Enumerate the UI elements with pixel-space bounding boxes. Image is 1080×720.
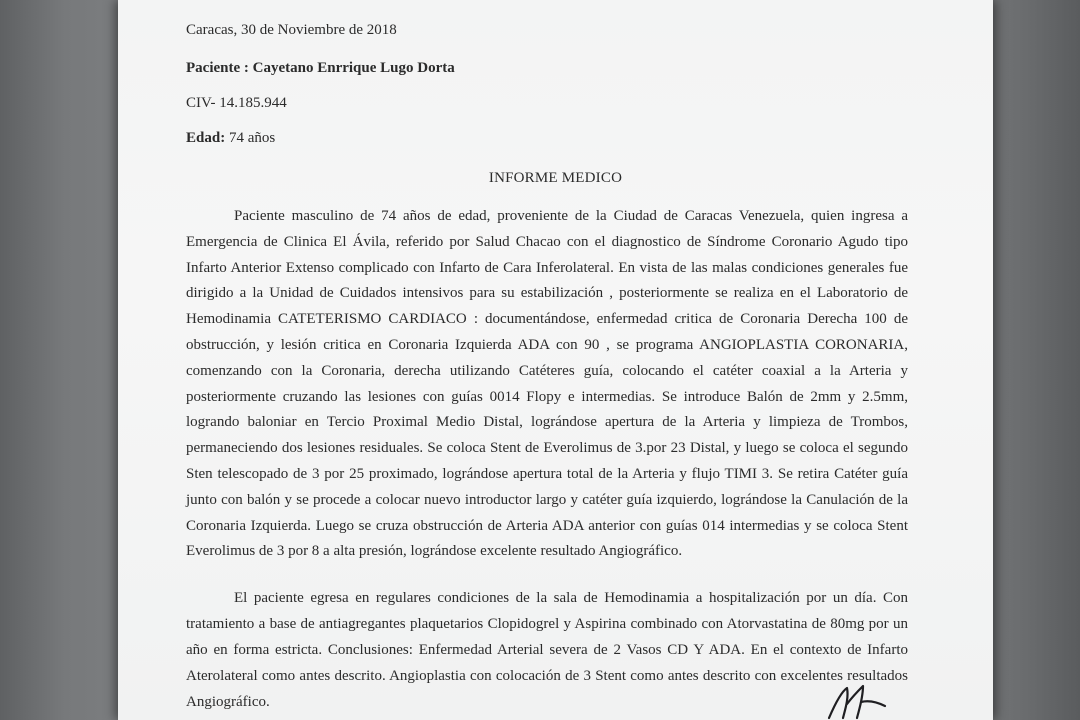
age-value: 74 años xyxy=(228,130,276,146)
age-label: Edad: xyxy=(186,130,226,146)
patient-name: Cayetano Enrrique Lugo Dorta xyxy=(252,60,455,76)
civ-number: CIV- 14.185.944 xyxy=(186,95,287,111)
patient-label: Paciente : xyxy=(186,60,249,76)
patient-line xyxy=(186,60,455,77)
age-line xyxy=(186,130,275,147)
report-paragraph-procedure: Paciente masculino de 74 años de edad, proveniente de la Ciudad de Caracas Venezuela, quien ingresa a Emergencia de Clinica El Ávila, referido por Salud Chacao con el diagnostico de Síndrome Coronario Agudo tipo Infarto Anterior Extenso complicado con Infarto de Cara Inferolateral. En vista de las malas condiciones generales fue dirigido a la Unidad de Cuidados intensivos para su estabilización , posteriormente se realiza en el Laboratorio de Hemodinamia CATETERISMO CARDIACO : documentándose, enfermedad critica de Coronaria Derecha 100 de obstrucción, y lesión critica en Coronaria Izquierda ADA con 90 , se programa ANGIOPLASTIA CORONARIA, comenzando con la Coronaria, derecha utilizando Catéteres guía, colocando el catéter coaxial a la Arteria y posteriormente cruzando las lesiones con guías 0014 Flopy e intermedias. Se introduce Balón de 2mm y 2.5mm, logrando baloniar en Tercio Proximal Medio Distal, lográndose apertura de la Arteria y limpieza de Trombos, permaneciendo dos lesiones residuales. Se coloca Stent de Everolimus de 3.por 23 Distal, y luego se coloca el segundo Sten telescopado de 3 por 25 proximado, lográndose apertura total de la Arteria y flujo TIMI 3. Se retira Catéter guía junto con balón y se procede a colocar nuevo introductor largo y catéter guía izquierdo, lográndose la Canulación de la Coronaria Izquierda. Luego se cruza obstrucción de Arteria ADA anterior con guías 014 intermedias y se coloca Stent Everolimus de 3 por 8 a alta presión, lográndose excelente resultado Angiográfico. xyxy=(186,208,908,560)
report-paragraph-conclusions: El paciente egresa en regulares condiciones de la sala de Hemodinamia a hospitalización por un día. Con tratamiento a base de antiagregantes plaquetarios Clopidogrel y Aspirina combinado con Atorvastatina de 80mg por un año en forma estricta. Conclusiones: Enfermedad Arterial severa de 2 Vasos CD Y ADA. En el contexto de Infarto Aterolateral como antes descrito. Angioplastia con colocación de 3 Stent como antes descrito con excelentes resultados Angiográfico. xyxy=(186,590,908,710)
medical-report-page xyxy=(118,0,993,720)
report-title: INFORME MEDICO xyxy=(488,170,623,186)
place-date: Caracas, 30 de Noviembre de 2018 xyxy=(186,22,397,38)
signature-mark xyxy=(823,684,893,720)
